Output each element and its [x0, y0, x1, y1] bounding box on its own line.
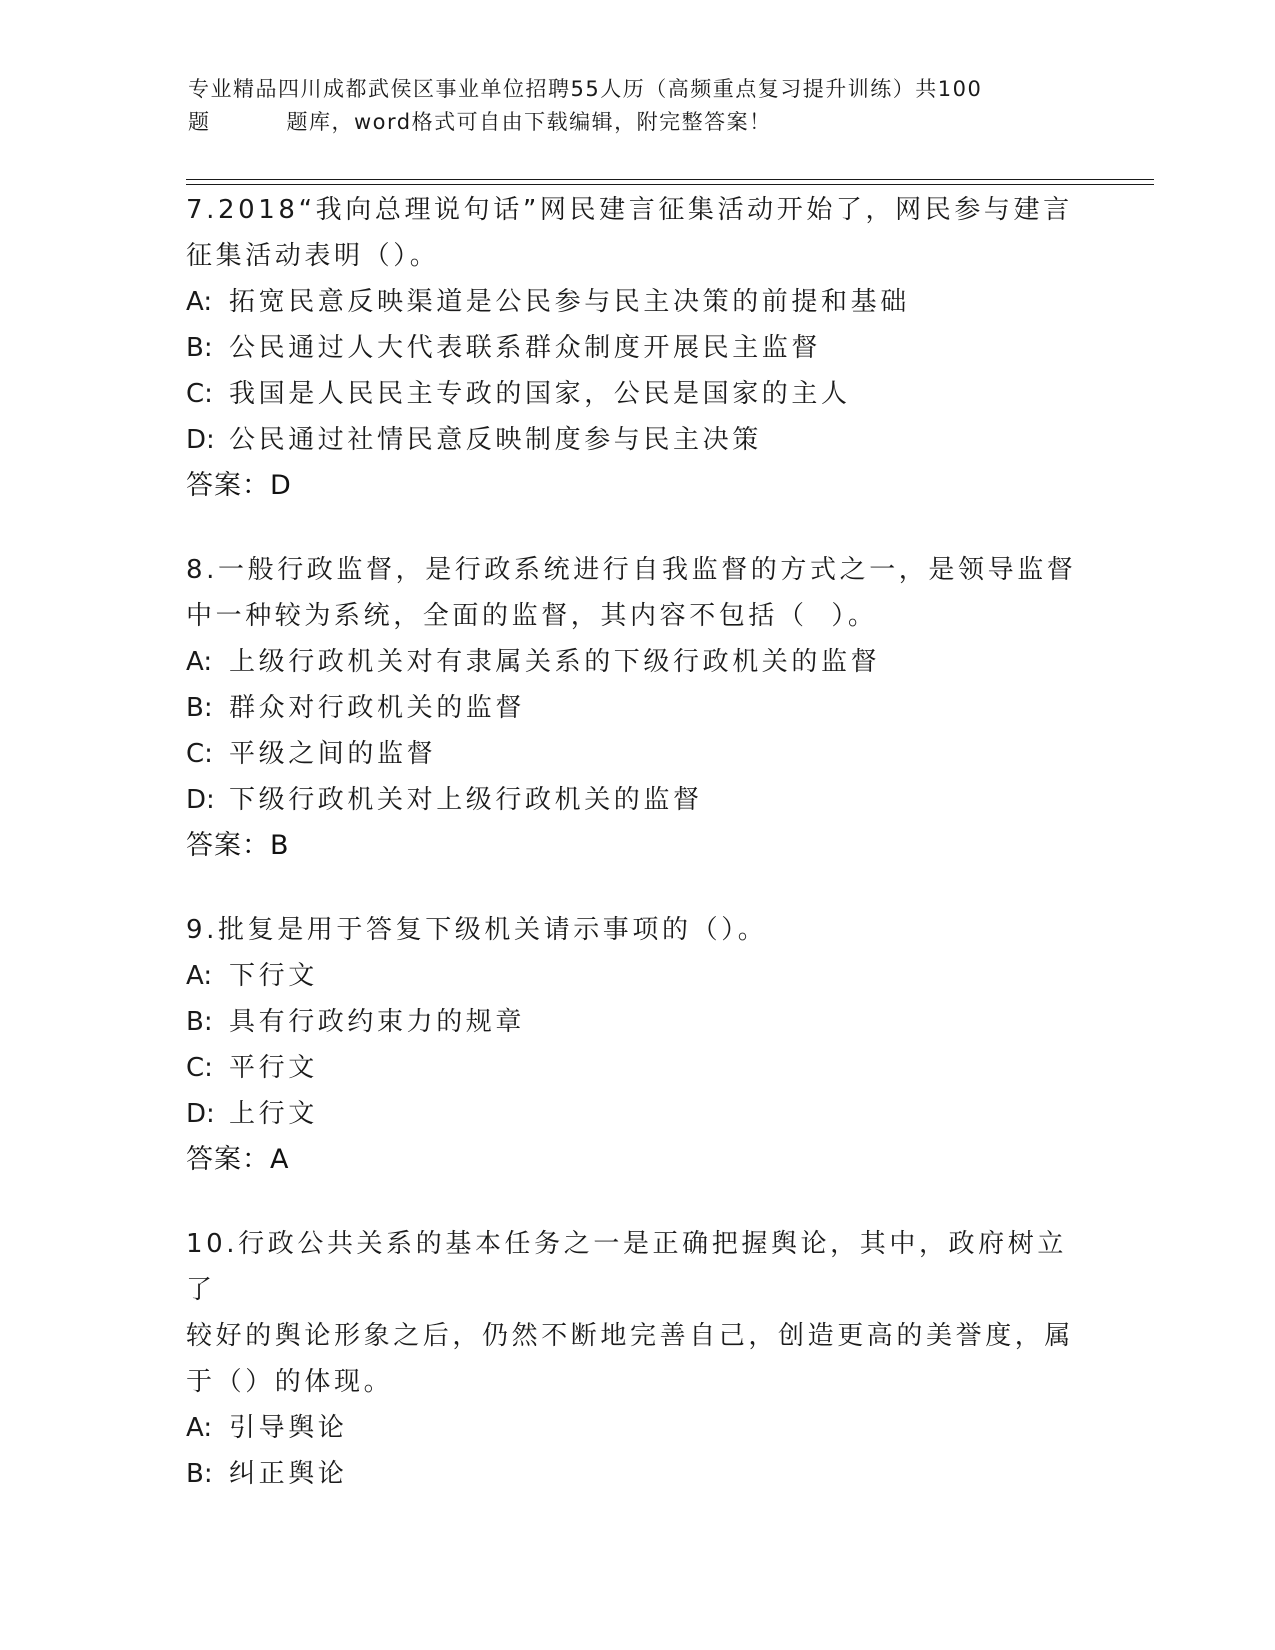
option-label: B: [186, 1459, 213, 1489]
option-a [186, 1405, 1086, 1451]
option-label: C: [186, 739, 213, 769]
option-text: 上级行政机关对有隶属关系的下级行政机关的监督 [229, 647, 881, 677]
question-text-line: 7.2018“我向总理说句话”网民建言征集活动开始了，网民参与建言 [186, 195, 1073, 225]
page-header [188, 73, 1088, 139]
header-line-2 [188, 106, 1088, 139]
answer: 答案：D [186, 470, 292, 501]
option-label: C: [186, 379, 213, 409]
header-rule-top [186, 179, 1154, 180]
question-list [186, 187, 1086, 1523]
answer: 答案：B [186, 830, 290, 861]
option-label: C: [186, 1053, 213, 1083]
option-label: A: [186, 287, 213, 317]
option-text: 下级行政机关对上级行政机关的监督 [229, 785, 703, 815]
option-text: 公民通过社情民意反映制度参与民主决策 [229, 425, 762, 455]
question-text-line: 10.行政公共关系的基本任务之一是正确把握舆论，其中，政府树立了 [186, 1229, 1067, 1305]
option-c [186, 1045, 1086, 1091]
option-d [186, 1091, 1086, 1137]
option-text: 拓宽民意反映渠道是公民参与民主决策的前提和基础 [229, 287, 910, 317]
header-rule-bottom [186, 184, 1154, 185]
question-text-line: 8.一般行政监督，是行政系统进行自我监督的方式之一，是领导监督 [186, 555, 1077, 585]
question-text-line: 中一种较为系统，全面的监督，其内容不包括（ ）。 [186, 601, 878, 631]
option-b [186, 999, 1086, 1045]
option-a [186, 953, 1086, 999]
question-8 [186, 547, 1086, 869]
option-text: 下行文 [229, 961, 318, 991]
option-label: A: [186, 961, 213, 991]
option-label: A: [186, 647, 213, 677]
header-line-2-left: 题 [188, 110, 211, 134]
option-c [186, 371, 1086, 417]
option-label: D: [186, 785, 215, 815]
option-text: 具有行政约束力的规章 [229, 1007, 526, 1037]
header-line-2-right: 题库，word格式可自由下载编辑，附完整答案！ [286, 110, 772, 134]
question-text-line: 较好的舆论形象之后，仍然不断地完善自己，创造更高的美誉度，属 [186, 1321, 1075, 1351]
question-text-line: 征集活动表明（）。 [186, 241, 440, 271]
answer: 答案：A [186, 1144, 290, 1175]
option-label: D: [186, 1099, 215, 1129]
option-text: 平行文 [229, 1053, 318, 1083]
option-d [186, 417, 1086, 463]
option-a [186, 279, 1086, 325]
option-label: B: [186, 333, 213, 363]
option-a [186, 639, 1086, 685]
option-label: B: [186, 1007, 213, 1037]
question-text-line: 于（）的体现。 [186, 1367, 394, 1397]
option-label: D: [186, 425, 215, 455]
option-text: 引导舆论 [229, 1413, 348, 1443]
question-7 [186, 187, 1086, 509]
question-9 [186, 907, 1086, 1183]
question-text-line: 9.批复是用于答复下级机关请示事项的（）。 [186, 915, 768, 945]
option-b [186, 685, 1086, 731]
option-c [186, 731, 1086, 777]
option-text: 我国是人民民主专政的国家，公民是国家的主人 [229, 379, 851, 409]
question-10 [186, 1221, 1086, 1497]
option-label: A: [186, 1413, 213, 1443]
option-b [186, 325, 1086, 371]
option-b [186, 1451, 1086, 1497]
header-line-1: 专业精品四川成都武侯区事业单位招聘55人历（高频重点复习提升训练）共100 [188, 77, 983, 101]
option-d [186, 777, 1086, 823]
option-text: 纠正舆论 [229, 1459, 348, 1489]
option-text: 群众对行政机关的监督 [229, 693, 526, 723]
option-text: 公民通过人大代表联系群众制度开展民主监督 [229, 333, 822, 363]
option-label: B: [186, 693, 213, 723]
option-text: 上行文 [229, 1099, 318, 1129]
option-text: 平级之间的监督 [229, 739, 437, 769]
